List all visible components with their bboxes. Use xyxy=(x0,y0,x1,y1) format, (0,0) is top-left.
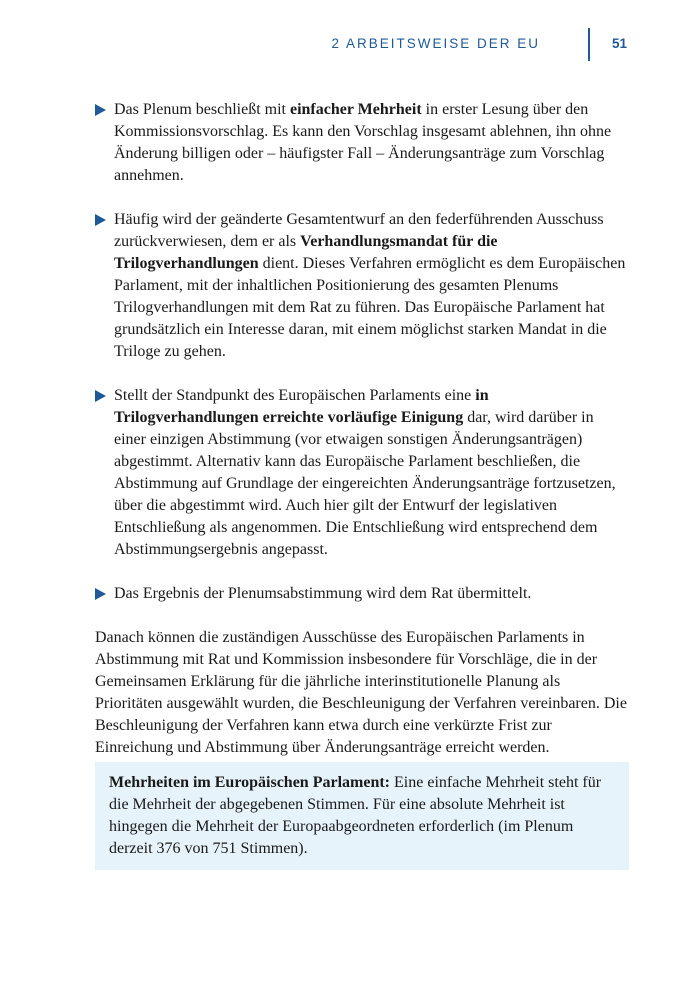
triangle-bullet-icon xyxy=(95,390,106,402)
bullet-text-bold: einfacher Mehrheit xyxy=(289,101,422,118)
header-divider xyxy=(588,28,590,61)
bullet-text-pre: Stellt der Standpunkt des Europäischen Parlaments eine xyxy=(114,387,476,404)
bullet-text-bold: Verhandlungsmandat für die Trilogverhandlungen xyxy=(114,233,498,272)
info-box-text: Eine einfache Mehrheit steht für die Mehrheit der abgegebenen Stimmen. Für eine absolute Mehrheit ist hingegen die Mehrheit der Europaabgeordneten erforderlich (im Plenum derzeit 376 von 751 Stimmen). xyxy=(109,774,602,857)
bullet-text-post: in erster Lesung über den Kommissionsvorschlag. Es kann den Vorschlag insgesamt ablehnen, ihn ohne Änderung billigen oder – häufigster Fall – Änderungsanträge zum Vorschlag annehmen. xyxy=(114,101,612,184)
bullet-text-pre: Das Plenum beschließt mit xyxy=(114,101,290,118)
info-box xyxy=(95,762,629,870)
body-paragraph: Danach können die zuständigen Ausschüsse des Europäischen Parlaments in Abstimmung mit Rat und Kommission insbesondere für Vorschläge, die in der Gemeinsamen Erklärung für die jährliche interinstitutionelle Planung als Prioritäten ausgewählt wurden, die Beschleunigung der Verfahren vereinbaren. Die Beschleunigung der Verfahren kann etwa durch eine verkürzte Frist zur Einreichung und Abstimmung über Änderungsanträge erreicht werden. xyxy=(95,629,627,756)
bullet-text-bold: in Trilogverhandlungen erreichte vorläufige Einigung xyxy=(114,387,489,426)
bullet-text-pre: Häufig wird der geänderte Gesamtentwurf an den federführenden Ausschuss zurückverwiesen, dem er als xyxy=(114,211,604,250)
bullet-text-post: dient. Dieses Verfahren ermöglicht es dem Europäischen Parlament, mit der inhaltlichen Positionierung des gesamten Plenums Trilogverhandlungen mit dem Rat zu führen. Das Europäische Parlament hat grundsätzlich ein Interesse daran, mit einem möglichst starken Mandat in die Triloge zu gehen. xyxy=(114,255,626,360)
triangle-bullet-icon xyxy=(95,588,106,600)
info-box-title: Mehrheiten im Europäischen Parlament: xyxy=(109,774,391,791)
bullet-text-post: dar, wird darüber in einer einzigen Abstimmung (vor etwaigen sonstigen Änderungsanträgen) abgestimmt. Alternativ kann das Europäische Parlament beschließen, die Abstimmung auf Grundlage der eingereichten Änderungsanträge fortzusetzen, über die abgestimmt wird. Auch hier gilt der Entwurf der legislativen Entschließung als angenommen. Die Entschließung wird entsprechend dem Abstimmungsergebnis angepasst. xyxy=(114,409,616,558)
bullet-item xyxy=(95,209,629,363)
bullet-item xyxy=(95,385,629,561)
bullet-item xyxy=(95,99,629,187)
running-head-title: 2 ARBEITSWEISE DER EU xyxy=(331,36,540,51)
bullet-item xyxy=(95,583,629,605)
bullet-text-pre: Das Ergebnis der Plenumsabstimmung wird dem Rat übermittelt. xyxy=(114,585,532,602)
triangle-bullet-icon xyxy=(95,104,106,116)
bullet-list xyxy=(95,99,629,605)
page-content xyxy=(95,99,629,759)
page-number: 51 xyxy=(612,36,628,51)
triangle-bullet-icon xyxy=(95,214,106,226)
